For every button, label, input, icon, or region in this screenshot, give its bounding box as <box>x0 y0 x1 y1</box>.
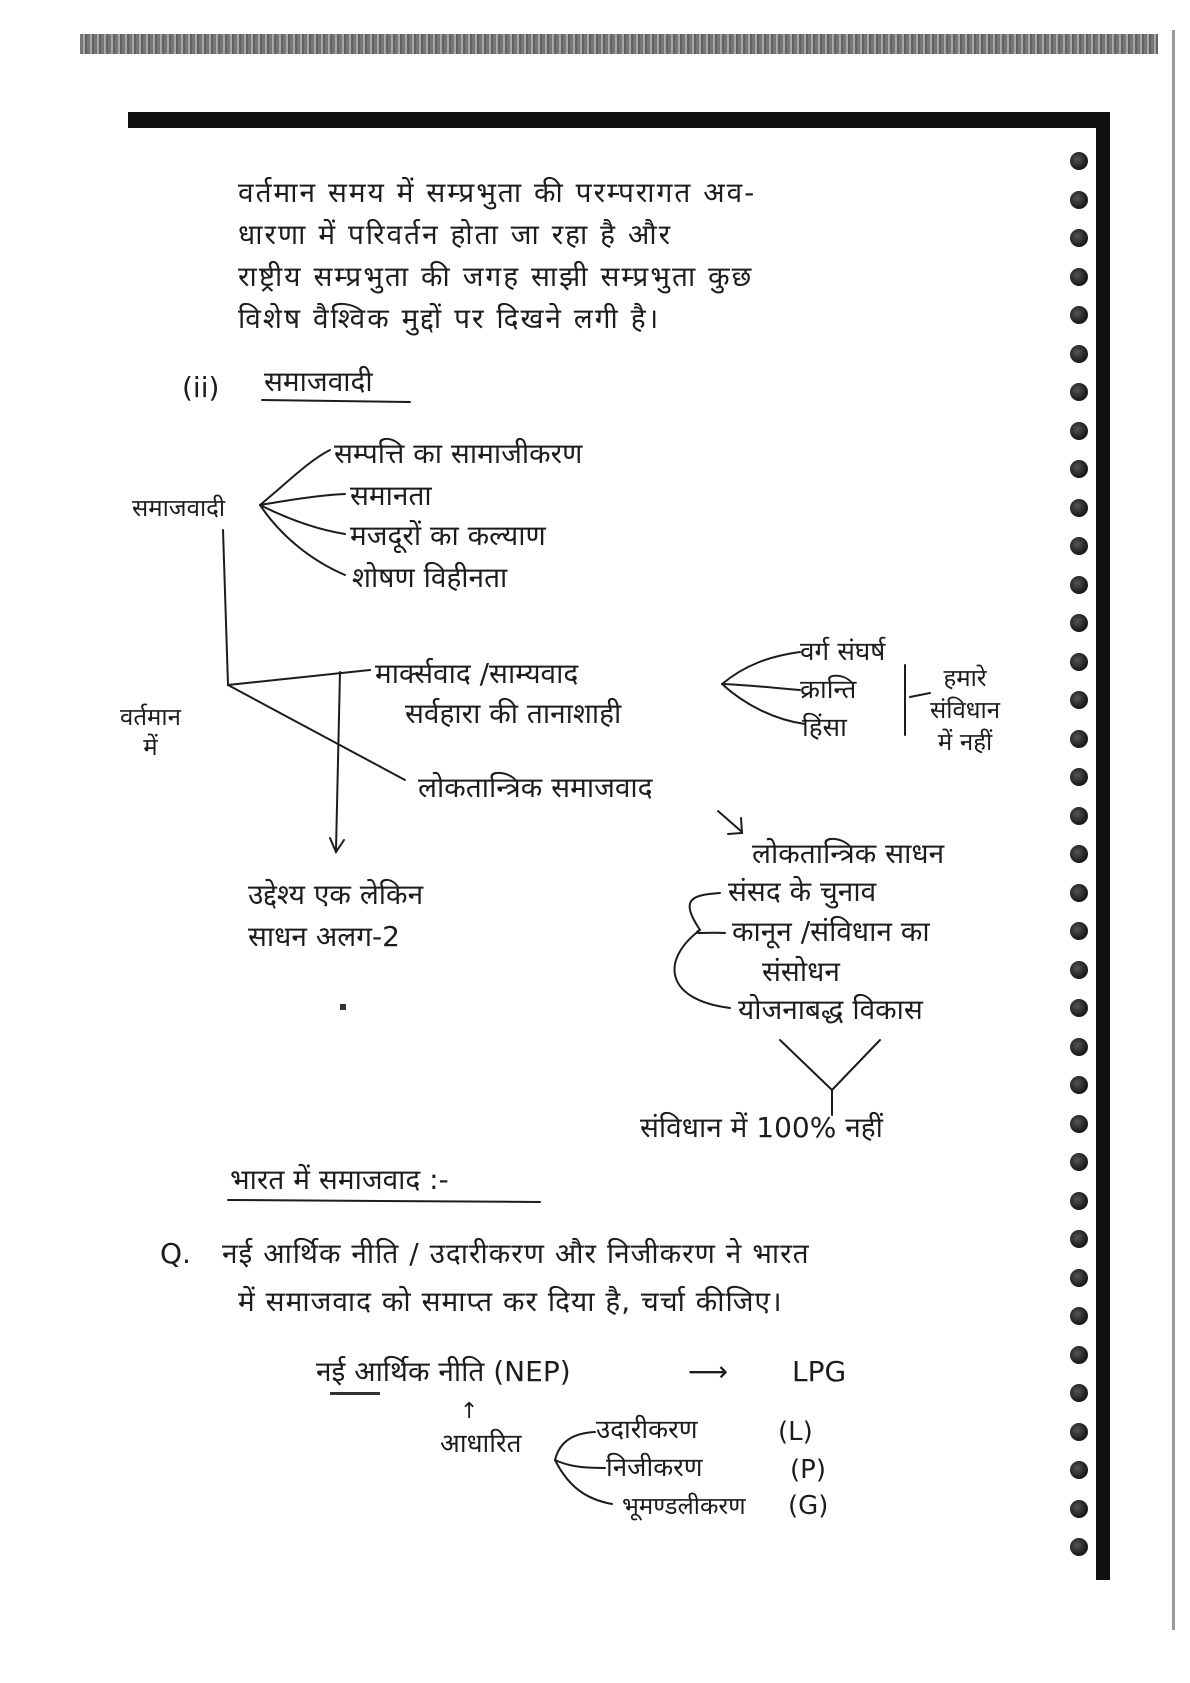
intro-line: धारणा में परिवर्तन होता जा रहा है और <box>238 218 673 251</box>
intro-line: राष्ट्रीय सम्प्रभुता की जगह साझी सम्प्रभुता कुछ <box>238 260 754 293</box>
intro-line: विशेष वैश्विक मुद्दों पर दिखने लगी है। <box>238 302 661 335</box>
component-letter: (G) <box>788 1491 829 1521</box>
constitution-note-line1: हमारे <box>943 664 987 692</box>
means-item: संसद के चुनाव <box>728 875 877 908</box>
branch-label: सम्पत्ति का सामाजीकरण <box>334 437 583 470</box>
branch-label: शोषण विहीनता <box>352 561 508 594</box>
feature-label: वर्ग संघर्ष <box>800 637 886 667</box>
fork-planning <box>675 930 730 1008</box>
fork-liberalization <box>555 1432 595 1460</box>
question-line: में समाजवाद को समाप्त कर दिया है, चर्चा कीजिए। <box>238 1285 783 1318</box>
component-letter: (L) <box>778 1417 813 1447</box>
present-root-line1: वर्तमान <box>120 703 181 731</box>
component-letter: (P) <box>790 1455 826 1485</box>
democratic-means-label: लोकतान्त्रिक साधन <box>752 837 945 870</box>
objective-arrow-line <box>336 672 340 850</box>
marxism-label: मार्क्सवाद /साम्यवाद <box>375 657 579 690</box>
trunk-to-marxism <box>228 670 370 685</box>
india-heading-underline <box>228 1200 540 1202</box>
constitution-note-line2: संविधान <box>930 696 1001 724</box>
means-item: कानून /संविधान का <box>732 915 930 948</box>
branch-workers <box>260 505 345 534</box>
intro-line: वर्तमान समय में सम्प्रभुता की परम्परागत अव- <box>238 176 757 209</box>
question-line: नई आर्थिक नीति / उदारीकरण और निजीकरण ने भारत <box>222 1237 810 1270</box>
objective-note <box>248 874 423 958</box>
section-title: समाजवादी <box>264 365 373 398</box>
based-label: आधारित <box>440 1429 522 1459</box>
present-root-line2: में <box>143 733 158 761</box>
democratic-socialism-label: लोकतान्त्रिक समाजवाद <box>418 771 653 804</box>
component-name: भूमण्डलीकरण <box>622 1492 746 1520</box>
india-heading: भारत में समाजवाद :- <box>230 1163 449 1196</box>
lpg-acronym: LPG <box>792 1355 847 1388</box>
component-name: उदारीकरण <box>596 1415 698 1445</box>
fork-law <box>697 930 725 933</box>
based-marker: ↑ <box>460 1399 479 1424</box>
constitution-note-line3: में नहीं <box>937 728 993 756</box>
present-root <box>120 702 181 762</box>
section-number: (ii) <box>182 371 220 404</box>
trunk-vertical <box>223 530 228 685</box>
trunk-to-democratic <box>228 685 405 780</box>
democratic-arrow-line <box>718 811 742 832</box>
objective-line1: उद्देश्य एक लेकिन <box>248 878 424 911</box>
fork-class-struggle <box>722 652 800 684</box>
branch-exploitation <box>260 505 345 575</box>
component-name: निजीकरण <box>606 1453 703 1483</box>
constitution-note <box>930 662 1000 758</box>
branch-equality <box>260 494 345 505</box>
feature-label: क्रान्ति <box>800 675 857 705</box>
marxism-subtitle: सर्वहारा की तानाशाही <box>405 697 622 730</box>
fork-revolution <box>722 684 800 690</box>
means-item: संसोधन <box>762 955 840 988</box>
constitution-verdict: संविधान में 100% नहीं <box>640 1111 883 1144</box>
socialism-root: समाजवादी <box>132 494 226 522</box>
question-marker: Q. <box>160 1237 191 1270</box>
verdict-left <box>780 1040 832 1090</box>
nep-arrow: ⟶ <box>688 1355 729 1388</box>
means-item: योजनाबद्ध विकास <box>738 993 923 1026</box>
branch-label: मजदूरों का कल्याण <box>350 519 546 552</box>
objective-line2: साधन अलग-2 <box>248 920 400 953</box>
nep-label: नई आर्थिक नीति (NEP) <box>316 1355 571 1388</box>
feature-label: हिंसा <box>802 713 847 743</box>
branch-label: समानता <box>350 479 432 512</box>
fork-privatization <box>555 1460 605 1468</box>
features-pointer <box>910 693 930 697</box>
verdict-right <box>832 1040 880 1090</box>
intro-paragraph <box>238 172 756 340</box>
fork-elections <box>690 893 720 930</box>
